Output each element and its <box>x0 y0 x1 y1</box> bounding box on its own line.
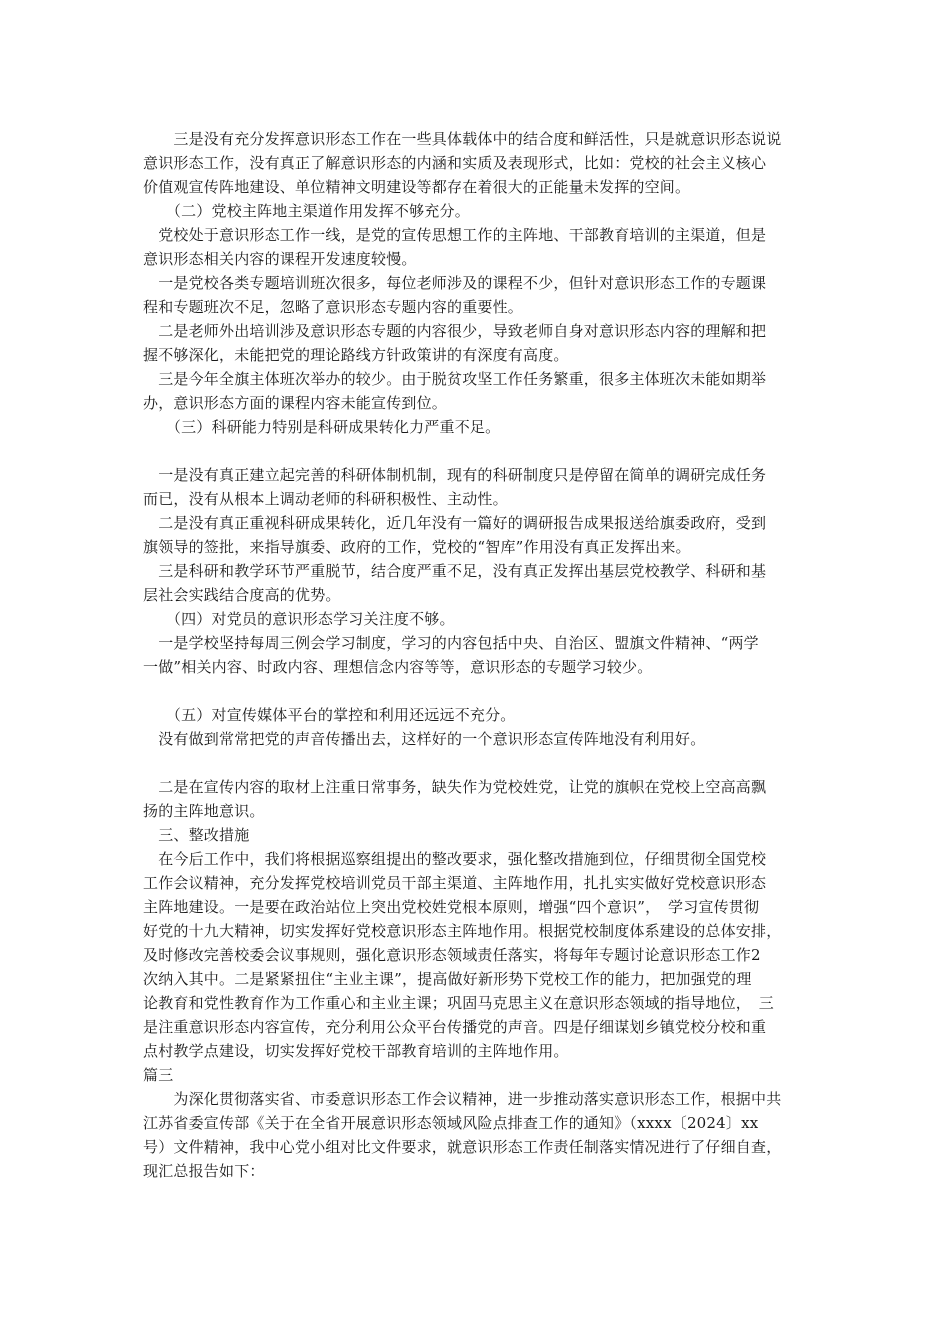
text-line: 主阵地建设。一是要在政治站位上突出党校姓党根本原则，增强“四个意识”， 学习宣传贯彻 <box>143 898 760 916</box>
section-heading: 三、整改措施 <box>143 826 250 844</box>
text-line: 一做”相关内容、时政内容、理想信念内容等等，意识形态的专题学习较少。 <box>143 658 653 676</box>
text-line: 二是在宣传内容的取材上注重日常事务，缺失作为党校姓党，让党的旗帜在党校上空高高飘 <box>143 778 767 796</box>
document-body <box>143 127 815 1183</box>
text-line: 二是老师外出培训涉及意识形态专题的内容很少，导致老师自身对意识形态内容的理解和把 <box>143 322 767 340</box>
text-line: 江苏省委宣传部《关于在全省开展意识形态领域风险点排查工作的通知》（xxxx〔2024〕xx <box>143 1114 759 1132</box>
text-line: 程和专题班次不足，忽略了意识形态专题内容的重要性。 <box>143 298 524 316</box>
text-line: 一是学校坚持每周三例会学习制度，学习的内容包括中央、自治区、盟旗文件精神、“两学 <box>143 634 759 652</box>
text-line: 办，意识形态方面的课程内容未能宣传到位。 <box>143 394 448 412</box>
text-line: 党校处于意识形态工作一线，是党的宣传思想工作的主阵地、干部教育培训的主渠道，但是 <box>143 226 767 244</box>
part-heading: 篇三 <box>143 1066 174 1084</box>
text-line: 论教育和党性教育作为工作重心和主业主课；巩固马克思主义在意识形态领域的指导地位， 三 <box>143 994 774 1012</box>
text-line: 意识形态工作，没有真正了解意识形态的内涵和实质及表现形式，比如：党校的社会主义核心 <box>143 154 767 172</box>
text-line: 握不够深化，未能把党的理论路线方针政策讲的有深度有高度。 <box>143 346 569 364</box>
text-line: 点村教学点建设，切实发挥好党校干部教育培训的主阵地作用。 <box>143 1042 569 1060</box>
paragraph-gap <box>143 679 815 703</box>
text-line: 三是科研和教学环节严重脱节，结合度严重不足，没有真正发挥出基层党校教学、科研和基 <box>143 562 767 580</box>
text-line: 价值观宣传阵地建设、单位精神文明建设等都存在着很大的正能量未发挥的空间。 <box>143 178 691 196</box>
text-line: 为深化贯彻落实省、市委意识形态工作会议精神，进一步推动落实意识形态工作，根据中共 <box>143 1090 782 1108</box>
text-line: 是注重意识形态内容宣传，充分利用公众平台传播党的声音。四是仔细谋划乡镇党校分校和重 <box>143 1018 767 1036</box>
text-line: 没有做到常常把党的声音传播出去，这样好的一个意识形态宣传阵地没有利用好。 <box>143 730 706 748</box>
text-line: 好党的十九大精神，切实发挥好党校意识形态主阵地作用。根据党校制度体系建设的总体安排， <box>143 922 782 940</box>
section-heading: （四）对党员的意识形态学习关注度不够。 <box>143 610 455 628</box>
text-line: 层社会实践结合度高的优势。 <box>143 586 341 604</box>
text-line: 旗领导的签批，来指导旗委、政府的工作，党校的“智库”作用没有真正发挥出来。 <box>143 538 691 556</box>
text-line: 工作会议精神，充分发挥党校培训党员干部主渠道、主阵地作用，扎扎实实做好党校意识形态 <box>143 874 767 892</box>
text-line: 三是没有充分发挥意识形态工作在一些具体载体中的结合度和鲜活性，只是就意识形态说说 <box>143 130 782 148</box>
text-line: 一是党校各类专题培训班次很多，每位老师涉及的课程不少，但针对意识形态工作的专题课 <box>143 274 767 292</box>
text-line: 在今后工作中，我们将根据巡察组提出的整改要求，强化整改措施到位，仔细贯彻全国党校 <box>143 850 767 868</box>
paragraph-gap <box>143 439 815 463</box>
text-line: 现汇总报告如下： <box>143 1162 265 1180</box>
section-heading: （二）党校主阵地主渠道作用发挥不够充分。 <box>143 202 470 220</box>
text-line: 次纳入其中。二是紧紧扭住“主业主课”，提高做好新形势下党校工作的能力，把加强党的理 <box>143 970 752 988</box>
text-line: 意识形态相关内容的课程开发速度较慢。 <box>143 250 417 268</box>
text-line: 二是没有真正重视科研成果转化，近几年没有一篇好的调研报告成果报送给旗委政府，受到 <box>143 514 767 532</box>
text-line: 三是今年全旗主体班次举办的较少。由于脱贫攻坚工作任务繁重，很多主体班次未能如期举 <box>143 370 767 388</box>
paragraph-gap <box>143 751 815 775</box>
text-line: 及时修改完善校委会议事规则，强化意识形态领域责任落实，将每年专题讨论意识形态工作2 <box>143 946 761 964</box>
text-line: 一是没有真正建立起完善的科研体制机制，现有的科研制度只是停留在简单的调研完成任务 <box>143 466 767 484</box>
section-heading: （三）科研能力特别是科研成果转化力严重不足。 <box>143 418 501 436</box>
text-line: 扬的主阵地意识。 <box>143 802 265 820</box>
text-line: 号）文件精神，我中心党小组对比文件要求，就意识形态工作责任制落实情况进行了仔细自查， <box>143 1138 782 1156</box>
section-heading: （五）对宣传媒体平台的掌控和利用还远远不充分。 <box>143 706 516 724</box>
text-line: 而已，没有从根本上调动老师的科研积极性、主动性。 <box>143 490 508 508</box>
